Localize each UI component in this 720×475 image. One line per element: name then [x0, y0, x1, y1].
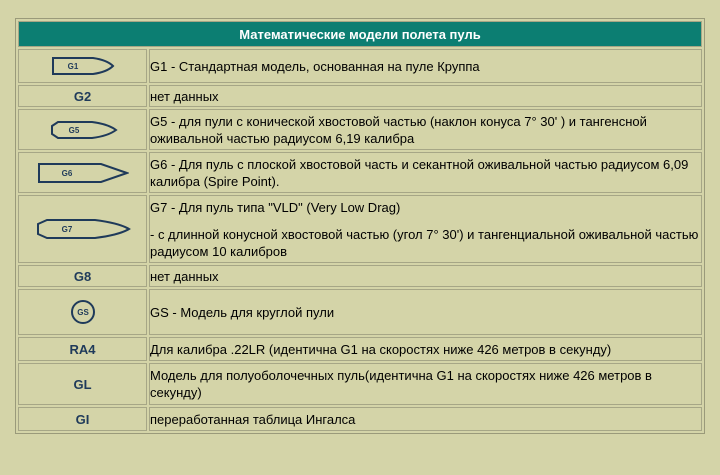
page: [15, 18, 705, 434]
model-desc-text: переработанная таблица Ингалса: [150, 411, 356, 427]
model-name-g2: G2: [18, 85, 147, 107]
model-name-gl: GL: [18, 363, 147, 405]
model-desc-text: Для калибра .22LR (идентична G1 на скоростях ниже 426 метров в секунду): [150, 341, 612, 357]
model-desc-text: G5 - для пули с конической хвостовой частью (наклон конуса 7° 30' ) и тангенсной оживальной частью радиусом 6,19 калибра: [150, 113, 647, 146]
model-desc-g6: [149, 152, 702, 193]
model-cell-g5: [18, 109, 147, 150]
ballistic-models-table: [15, 18, 705, 434]
bullet-g6-label: G6: [61, 168, 72, 178]
model-desc-g2: [149, 85, 702, 107]
model-desc-g1: [149, 49, 702, 83]
bullet-gs-icon: [70, 299, 96, 325]
table-row: [18, 152, 702, 193]
model-desc-text: - с длинной конусной хвостовой частью (угол 7° 30') и тангенциальной оживальной частью радиусом 10 калибров: [150, 226, 699, 259]
model-desc-gs: [149, 289, 702, 335]
model-desc-gl: [149, 363, 702, 405]
bullet-g5-label: G5: [68, 125, 79, 135]
model-desc-text: Модель для полуоболочечных пуль(идентична G1 на скоростях ниже 426 метров в секунду): [150, 368, 652, 400]
model-desc-g5: [149, 109, 702, 150]
model-cell-g6: [18, 152, 147, 193]
model-cell-g7: [18, 195, 147, 263]
table-row: [18, 109, 702, 150]
table-row: [18, 289, 702, 335]
table-row: [18, 363, 702, 405]
table-row: [18, 49, 702, 83]
model-desc-gi: [149, 407, 702, 431]
table-header-row: [18, 21, 702, 47]
model-name-ra4: RA4: [18, 337, 147, 361]
table-row: [18, 85, 702, 107]
model-desc-ra4: [149, 337, 702, 361]
model-desc-g7: [149, 195, 702, 263]
model-desc-text: нет данных: [150, 88, 219, 104]
model-desc-text: нет данных: [150, 268, 219, 284]
model-desc-text: G7 - Для пуль типа "VLD" (Very Low Drag): [150, 199, 401, 215]
table-title: Математические модели полета пуль: [18, 21, 702, 47]
model-name-gi: GI: [18, 407, 147, 431]
bullet-g5-icon: [48, 119, 118, 141]
bullet-g1-icon: [51, 55, 115, 77]
bullet-g7-label: G7: [61, 225, 72, 234]
table-row: [18, 407, 702, 431]
bullet-g7-icon: [35, 217, 131, 241]
model-name-g8: G8: [18, 265, 147, 287]
bullet-g1-label: G1: [67, 62, 78, 71]
bullet-g6-icon: [37, 161, 129, 185]
model-cell-g1: [18, 49, 147, 83]
table-row: [18, 195, 702, 263]
model-desc-text: G1 - Стандартная модель, основанная на пуле Круппа: [150, 58, 480, 74]
table-row: [18, 337, 702, 361]
model-desc-g8: [149, 265, 702, 287]
model-desc-text: G6 - Для пуль с плоской хвостовой часть и секантной оживальной частью радиусом 6,09 калибра (Spire Point).: [150, 156, 689, 189]
table-row: [18, 265, 702, 287]
bullet-gs-label: GS: [76, 308, 89, 317]
model-desc-text: GS - Модель для круглой пули: [150, 304, 335, 320]
model-cell-gs: [18, 289, 147, 335]
